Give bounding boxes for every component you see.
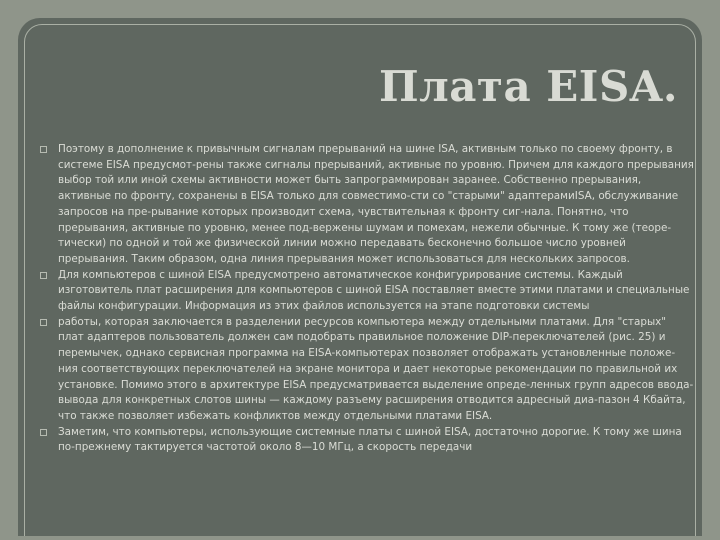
slide-title: Плата EISA. [378, 62, 678, 111]
bullet-square-icon [40, 146, 47, 153]
paragraph-text: Поэтому в дополнение к привычным сигналам прерываний на шине ISA, активным только по своему фронту, в системе EISA предусмот-рены также сигналы прерываний, активные по уровню. Причем для каждого прерывания выбор той или иной схемы активности может быть запрограммирован заранее. Собственно прерывания, активные по фронту, сохранены в EISA только для совместимо-сти со "старыми" адаптерамиISA, обслуживание запросов на пре-рывание которых производит схема, чувствительная к фронту сиг-нала. Понятно, что прерывания, активные по уровню, менее под-вержены шумам и помехам, нежели обычные. К тому же (теоре-тически) по одной и той же физической линии можно передавать бесконечно большое число уровней прерывания. Таким образом, одна линия прерывания может использоваться для нескольких запросов. [58, 143, 694, 265]
paragraph-2 [38, 268, 694, 315]
paragraph-text: Заметим, что компьютеры, использующие системные платы с шиной EISA, достаточно дорогие. К тому же шина по-прежнему тактируется частотой около 8—10 МГц, а скорость передачи [58, 425, 682, 454]
paragraph-text: работы, которая заключается в разделении ресурсов компьютера между отдельными платами. Для "старых" плат адаптеров пользователь должен сам подобрать правильное положение DIP-переключателей (рис. 25) и перемычек, однако сервисная программа на EISA-компьютерах позволяет отображать установленные положе-ния соответствующих переключателей на экране монитора и дает некоторые рекомендации по правильной их установке. Помимо этого в архитектуре EISA предусматривается выделение опреде-ленных групп адресов ввода-вывода для конкретных слотов шины — каждому разъему расширения отводится адресный диа-пазон 4 Кбайта, что также позволяет избежать конфликтов между отдельными платами EISA. [58, 315, 694, 422]
slide-frame [18, 18, 702, 536]
bullet-square-icon [40, 319, 47, 326]
bullet-square-icon [40, 429, 47, 436]
bullet-square-icon [40, 272, 47, 279]
paragraph-1 [38, 142, 694, 268]
paragraph-4 [38, 425, 694, 456]
paragraph-text: Для компьютеров с шиной EISA предусмотрено автоматическое конфигурирование системы. Каждый изготовитель плат расширения для компьютеров с шиной EISA поставляет вместе этими платами и специальные файлы конфигурации. Информация из этих файлов используется на этапе подготовки системы [58, 268, 690, 313]
slide-body [38, 142, 694, 456]
paragraph-3 [38, 315, 694, 425]
